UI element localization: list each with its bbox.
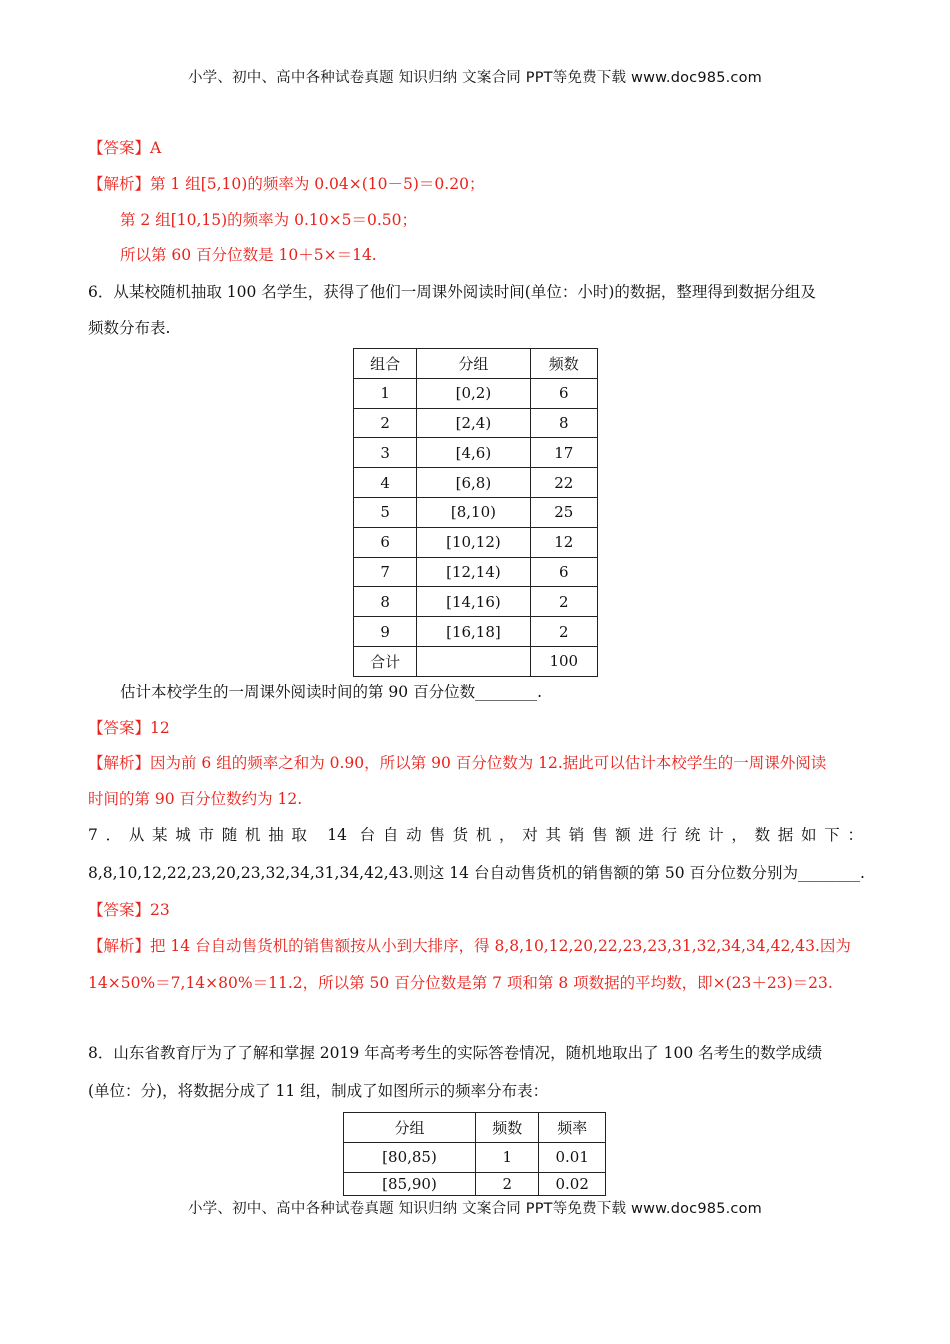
q6-answer: 【答案】12: [88, 719, 170, 737]
q7-analysis-line-2: 14×50%＝7,14×80%＝11.2，所以第 50 百分位数是第 7 项和第 8 项数据的平均数，即×(23＋23)＝23.: [88, 974, 833, 992]
table-cell: [417, 646, 530, 676]
table-cell: [8,10): [417, 497, 530, 527]
table-row: [354, 438, 598, 468]
q6-frequency-table: [353, 348, 598, 677]
table-cell: 25: [530, 497, 597, 527]
table-cell: [4,6): [417, 438, 530, 468]
q5-analysis-line-2: 第 2 组[10,15)的频率为 0.10×5＝0.50；: [120, 211, 417, 229]
table-cell: 8: [354, 587, 417, 617]
table-cell: [2,4): [417, 408, 530, 438]
table-cell: 1: [354, 378, 417, 408]
table-row: [354, 557, 598, 587]
page-footer: 小学、初中、高中各种试卷真题 知识归纳 文案合同 PPT等免费下载 www.doc985.com: [187, 1201, 763, 1217]
table-row: [354, 408, 598, 438]
q8-frequency-table: [343, 1112, 606, 1196]
table-header-cell: 频率: [539, 1113, 606, 1143]
table-cell: [80,85): [344, 1142, 476, 1172]
q7-analysis-line-1: 【解析】把 14 台自动售货机的销售额按从小到大排序，得 8,8,10,12,20,22,23,23,31,32,34,34,42,43.因为: [88, 937, 851, 955]
table-header-row: [344, 1113, 606, 1143]
table-cell: [6,8): [417, 468, 530, 498]
table-cell: 2: [476, 1172, 539, 1195]
table-cell: 2: [530, 617, 597, 647]
q8-question-line-2: (单位：分)，将数据分成了 11 组，制成了如图所示的频率分布表：: [88, 1082, 549, 1100]
table-cell: 6: [530, 557, 597, 587]
table-cell: [10,12): [417, 527, 530, 557]
table-cell: 0.02: [539, 1172, 606, 1195]
table-cell: 8: [530, 408, 597, 438]
table-cell: 12: [530, 527, 597, 557]
table-cell: 合计: [354, 646, 417, 676]
q6-analysis-line-2: 时间的第 90 百分位数约为 12.: [88, 790, 303, 808]
table-cell: 0.01: [539, 1142, 606, 1172]
table-row: [354, 527, 598, 557]
table-cell: 6: [530, 378, 597, 408]
table-row: [354, 587, 598, 617]
table-header-cell: 频数: [476, 1113, 539, 1143]
q5-answer: 【答案】A: [88, 139, 162, 157]
table-cell: 17: [530, 438, 597, 468]
table-cell: 3: [354, 438, 417, 468]
table-cell: 9: [354, 617, 417, 647]
table-cell: [16,18]: [417, 617, 530, 647]
table-cell: [14,16): [417, 587, 530, 617]
q5-analysis-line-3: 所以第 60 百分位数是 10＋5×＝14.: [120, 246, 377, 264]
table-header-cell: 分组: [417, 349, 530, 379]
table-cell: [12,14): [417, 557, 530, 587]
table-cell: [85,90): [344, 1172, 476, 1195]
table-cell: 6: [354, 527, 417, 557]
table-header-cell: 频数: [530, 349, 597, 379]
q6-prompt: 估计本校学生的一周课外阅读时间的第 90 百分位数________.: [120, 683, 543, 701]
table-cell: 2: [530, 587, 597, 617]
q8-question-line-1: 8．山东省教育厅为了了解和掌握 2019 年高考考生的实际答卷情况，随机地取出了 100 名考生的数学成绩: [88, 1044, 823, 1062]
page-header: 小学、初中、高中各种试卷真题 知识归纳 文案合同 PPT等免费下载 www.doc985.com: [187, 70, 763, 86]
table-cell: 7: [354, 557, 417, 587]
q6-question-line-1: 6．从某校随机抽取 100 名学生，获得了他们一周课外阅读时间(单位：小时)的数据，整理得到数据分组及: [88, 283, 816, 301]
table-cell: [0,2): [417, 378, 530, 408]
table-row: [344, 1172, 606, 1195]
table-row: [354, 468, 598, 498]
table-row: [354, 378, 598, 408]
table-header-cell: 组合: [354, 349, 417, 379]
table-cell: 100: [530, 646, 597, 676]
table-cell: 5: [354, 497, 417, 527]
q6-analysis-line-1: 【解析】因为前 6 组的频率之和为 0.90，所以第 90 百分位数为 12.据此可以估计本校学生的一周课外阅读: [88, 754, 827, 772]
table-cell: 1: [476, 1142, 539, 1172]
table-cell: 4: [354, 468, 417, 498]
table-header-cell: 分组: [344, 1113, 476, 1143]
table-row: [344, 1142, 606, 1172]
table-row: [354, 617, 598, 647]
q6-question-line-2: 频数分布表.: [88, 319, 171, 337]
q7-question-line-1: 7．从某城市随机抽取 14 台自动售货机，对其销售额进行统计，数据如下：: [88, 826, 863, 844]
q7-answer: 【答案】23: [88, 901, 170, 919]
table-total-row: [354, 646, 598, 676]
table-header-row: [354, 349, 598, 379]
q7-question-line-2: 8,8,10,12,22,23,20,23,32,34,31,34,42,43.则这 14 台自动售货机的销售额的第 50 百分位数分别为________.: [88, 864, 865, 882]
table-cell: 22: [530, 468, 597, 498]
q5-analysis-line-1: 【解析】第 1 组[5,10)的频率为 0.04×(10－5)＝0.20；: [88, 175, 485, 193]
table-row: [354, 497, 598, 527]
table-cell: 2: [354, 408, 417, 438]
